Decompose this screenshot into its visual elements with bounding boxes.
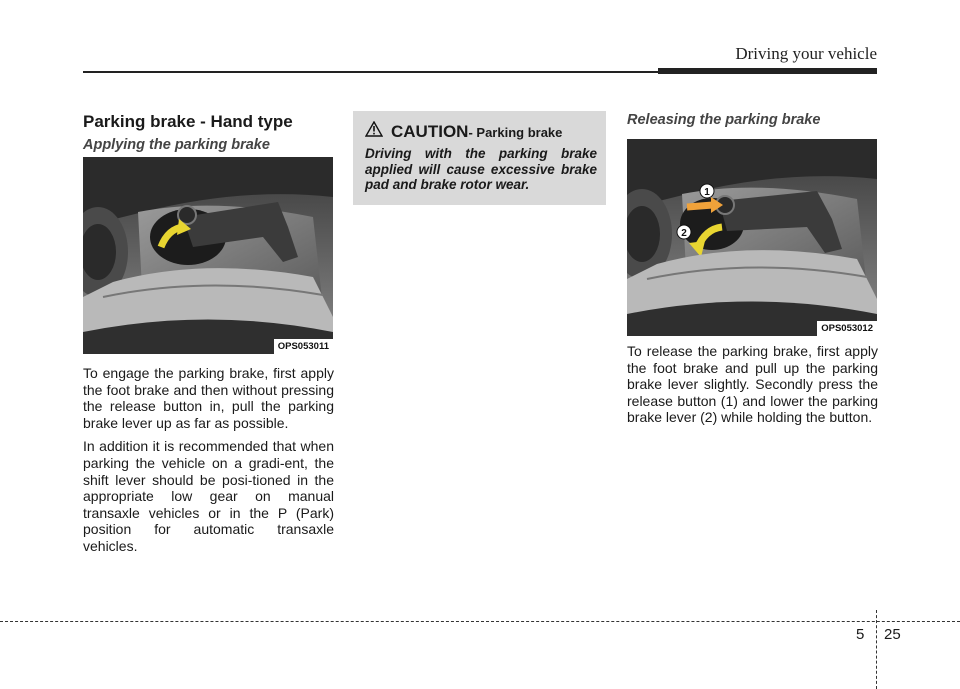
warning-triangle-icon bbox=[365, 121, 383, 137]
caution-text: Driving with the parking brake applied will cause excessive brake pad and brake rotor wear. bbox=[365, 146, 597, 192]
console-illustration bbox=[83, 157, 333, 354]
subtitle-applying: Applying the parking brake bbox=[83, 137, 270, 153]
page-number: 25 bbox=[884, 626, 901, 643]
paragraph-release: To release the parking brake, first apply the foot brake and pull up the parking brake lever slightly. Secondly press the release button (1) and lower the parking brake lever (2) while holding the button. bbox=[627, 343, 878, 426]
footer-divider bbox=[876, 610, 877, 689]
console-illustration bbox=[627, 139, 877, 336]
caution-subject: - Parking brake bbox=[468, 125, 563, 140]
chapter-number: 5 bbox=[856, 626, 865, 643]
caution-box bbox=[353, 111, 606, 205]
subtitle-releasing: Releasing the parking brake bbox=[627, 112, 821, 128]
callout-2: 2 bbox=[681, 228, 687, 239]
header-rule-accent bbox=[658, 68, 877, 74]
figure-applying-parking-brake bbox=[83, 157, 333, 354]
right-body bbox=[627, 343, 878, 426]
callout-1: 1 bbox=[704, 187, 710, 198]
section-title: Parking brake - Hand type bbox=[83, 112, 293, 131]
figure-code: OPS053012 bbox=[817, 321, 877, 336]
paragraph-recommendation: In addition it is recommended that when parking the vehicle on a gradi-ent, the shift lever should be posi-tioned in the appropriate low gear on manual transaxle vehicles or in the P (Park) position for automatic transaxle vehicles. bbox=[83, 438, 334, 554]
press-arrow-icon bbox=[687, 205, 713, 207]
left-body bbox=[83, 365, 334, 555]
header-rule bbox=[83, 71, 661, 73]
paragraph-engage: To engage the parking brake, first apply the foot brake and then without pressing the release button in, pull the parking brake lever up as far as possible. bbox=[83, 365, 334, 431]
caution-heading bbox=[365, 121, 562, 142]
header-section-title: Driving your vehicle bbox=[735, 44, 877, 63]
figure-releasing-parking-brake bbox=[627, 139, 877, 336]
caution-label: CAUTION bbox=[391, 122, 469, 141]
figure-code: OPS053011 bbox=[274, 339, 333, 354]
footer-rule bbox=[0, 621, 960, 622]
